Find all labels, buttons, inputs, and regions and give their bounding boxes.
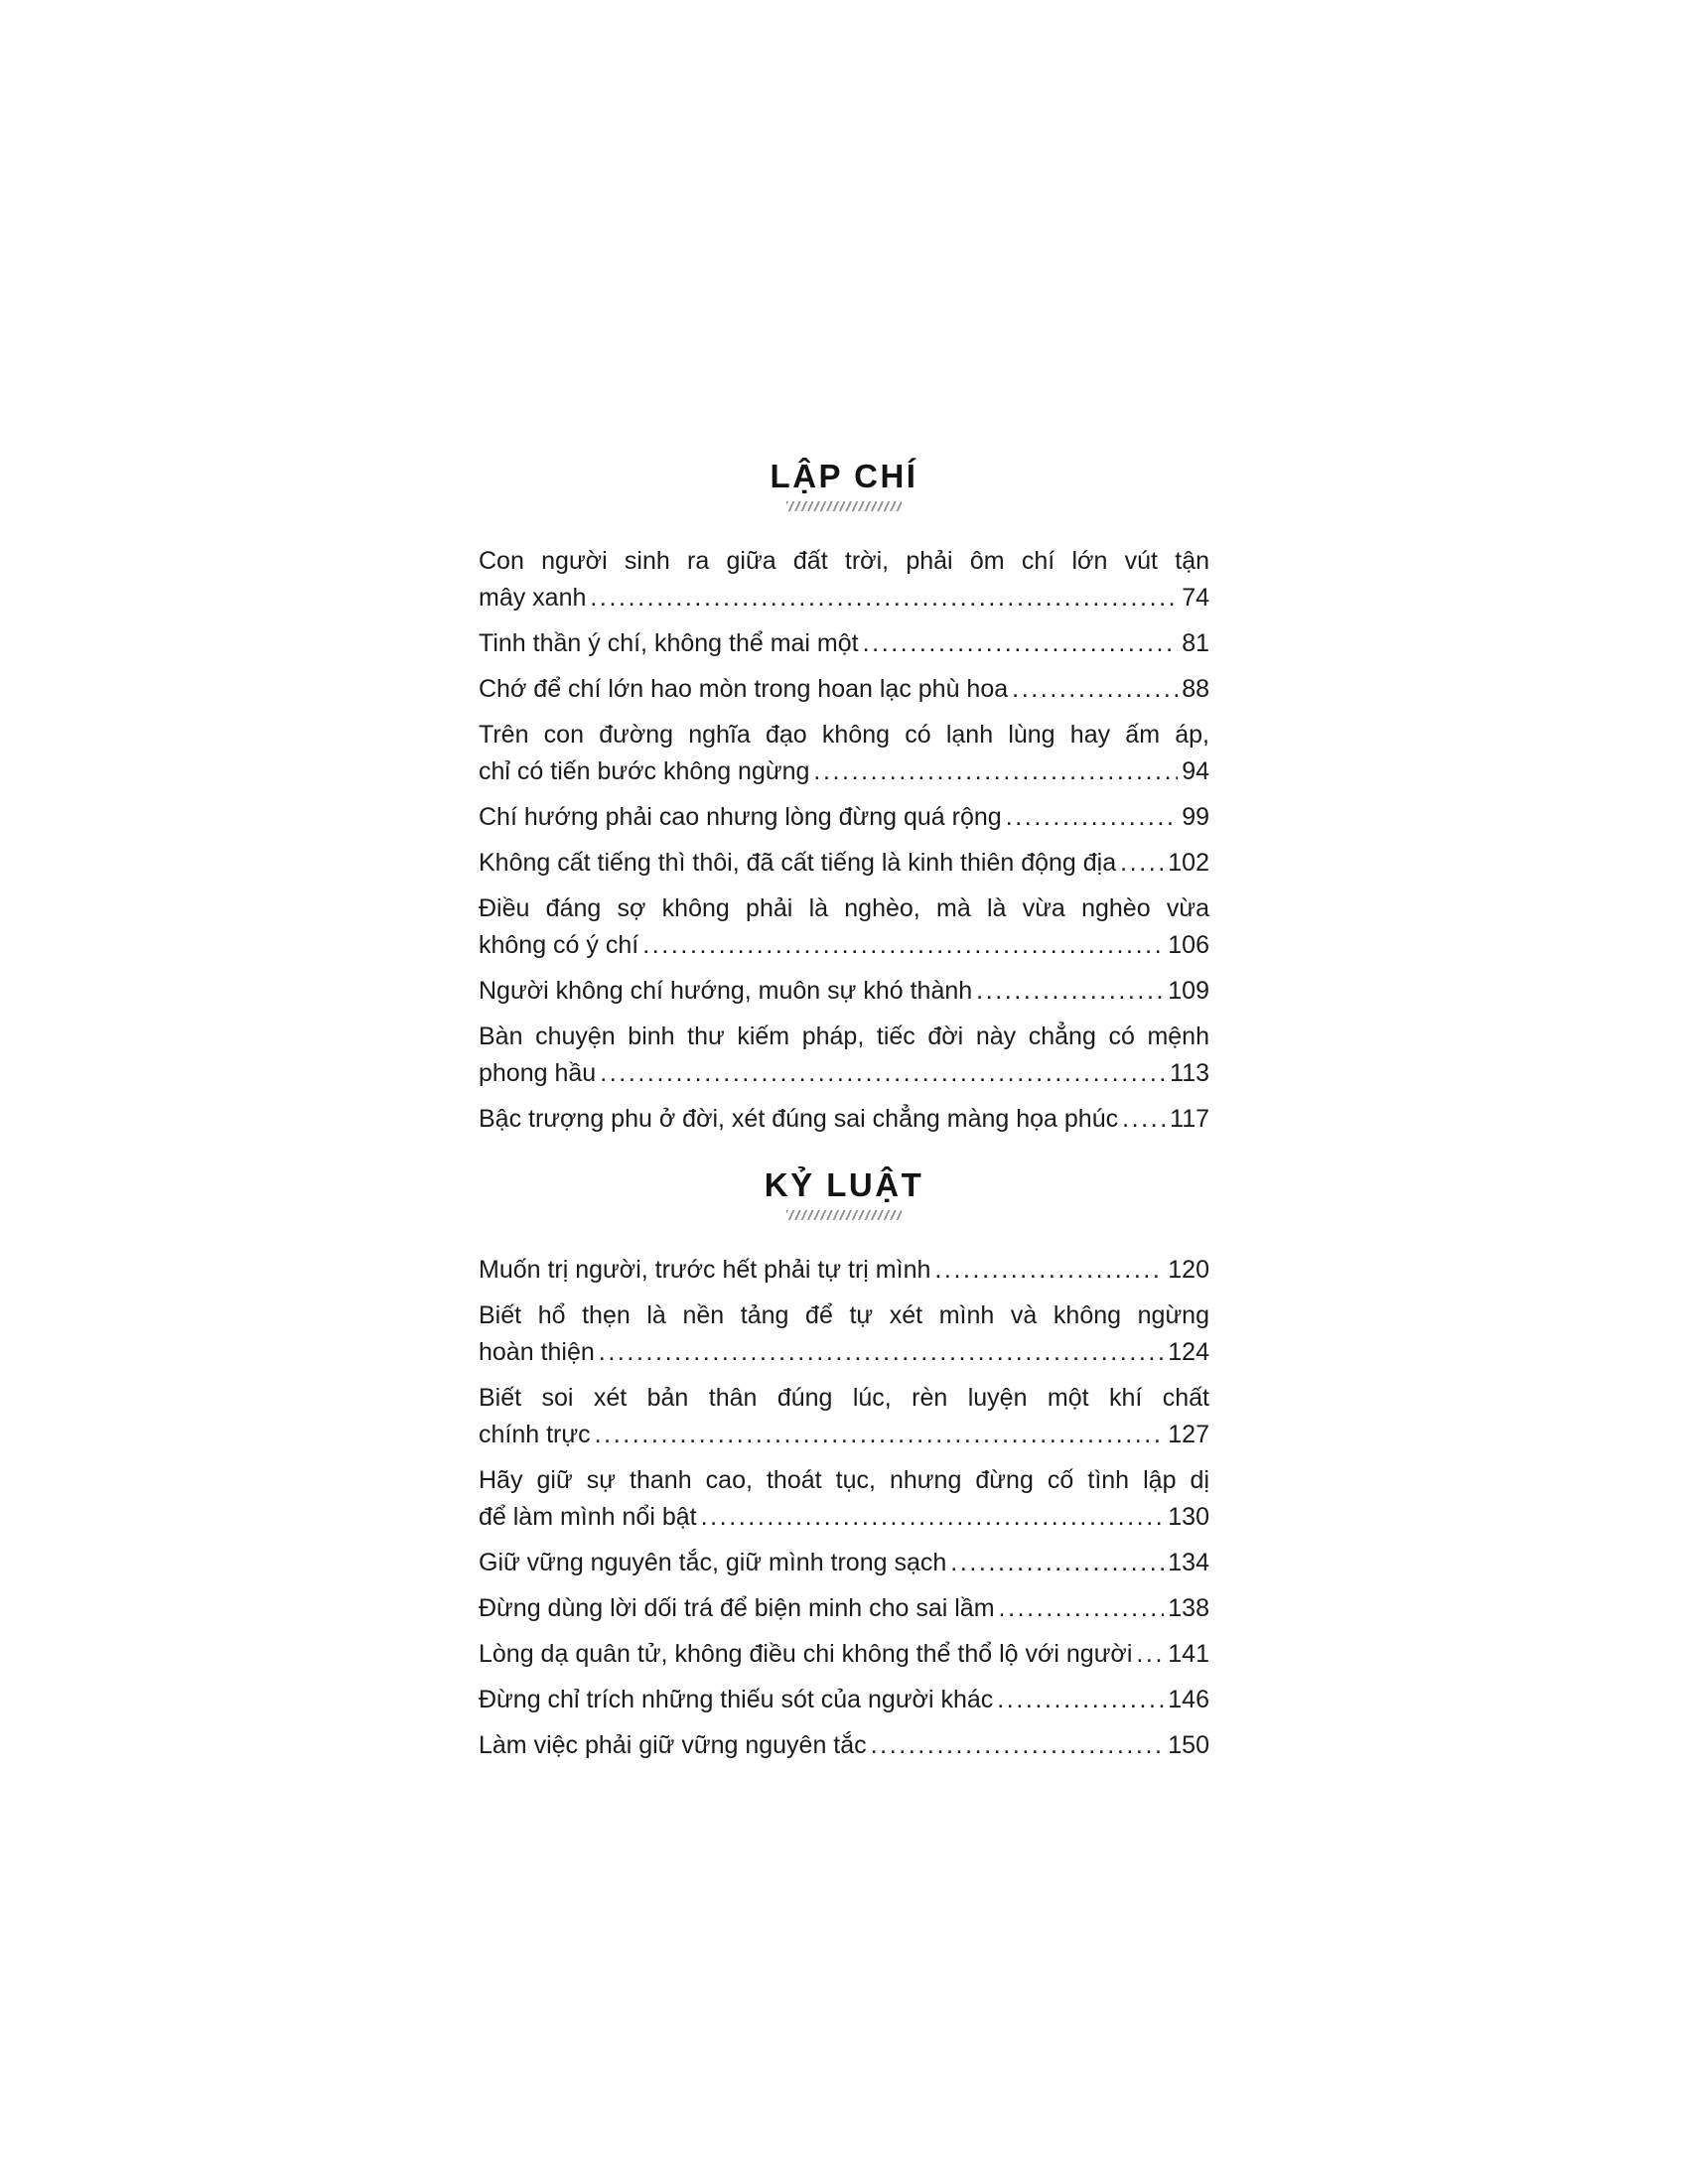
entry-page-number: 109 (1168, 977, 1209, 1005)
toc-entry (479, 717, 1209, 790)
toc-entry (479, 890, 1209, 964)
entry-title-line: Đừng chỉ trích những thiếu sót của người khác (479, 1686, 994, 1713)
entry-last-line (479, 1055, 1209, 1092)
dot-leader (813, 753, 1178, 790)
entry-page-number: 106 (1168, 931, 1209, 959)
entry-title-line: chỉ có tiến bước không ngừng (479, 757, 810, 785)
entry-title-line: Biết soi xét bản thân đúng lúc, rèn luyện một khí chất (479, 1384, 1209, 1412)
entry-page-number: 99 (1182, 803, 1209, 831)
dot-leader (600, 1055, 1166, 1092)
entry-last-line (479, 927, 1209, 964)
dot-leader (590, 580, 1178, 616)
dot-leader (1122, 1101, 1166, 1138)
entry-page-number: 146 (1168, 1686, 1209, 1713)
dot-leader (1120, 845, 1164, 882)
toc-entry (479, 625, 1209, 662)
entry-last-line (479, 671, 1209, 708)
entry-last-line (479, 1636, 1209, 1673)
dot-leader (595, 1417, 1165, 1453)
entry-page-number: 88 (1182, 675, 1209, 703)
dot-leader (1136, 1636, 1164, 1673)
dot-leader (999, 1590, 1165, 1627)
entry-page-number: 150 (1168, 1731, 1209, 1759)
heading-hatch-underline (786, 501, 902, 511)
entry-last-line (479, 1417, 1209, 1453)
toc-entry (479, 1590, 1209, 1627)
table-of-contents (479, 0, 1209, 1764)
toc-entry (479, 1380, 1209, 1453)
entry-title-line: để làm mình nổi bật (479, 1503, 697, 1531)
entry-last-line (479, 1590, 1209, 1627)
toc-entry (479, 1252, 1209, 1289)
entry-last-line (479, 973, 1209, 1010)
entry-title-line: Chớ để chí lớn hao mòn trong hoan lạc phù hoa (479, 675, 1009, 703)
toc-entry (479, 799, 1209, 836)
toc-section (479, 457, 1209, 1138)
entry-last-line (479, 625, 1209, 662)
entry-title-line: hoàn thiện (479, 1338, 595, 1366)
entry-page-number: 141 (1168, 1640, 1209, 1668)
entry-title-line: chính trực (479, 1421, 591, 1448)
toc-entry (479, 973, 1209, 1010)
entry-page-number: 127 (1168, 1421, 1209, 1448)
entry-page-number: 124 (1168, 1338, 1209, 1366)
dot-leader (871, 1727, 1165, 1764)
entry-last-line (479, 580, 1209, 616)
entry-page-number: 81 (1182, 629, 1209, 657)
entry-page-number: 120 (1168, 1256, 1209, 1284)
entry-title-line: Không cất tiếng thì thôi, đã cất tiếng là kinh thiên động địa (479, 849, 1117, 877)
toc-entry (479, 543, 1209, 616)
entry-title-line: Làm việc phải giữ vững nguyên tắc (479, 1731, 867, 1759)
toc-entry (479, 671, 1209, 708)
entry-page-number: 94 (1182, 757, 1209, 785)
dot-leader (950, 1545, 1164, 1581)
entry-title-line: Điều đáng sợ không phải là nghèo, mà là vừa nghèo vừa (479, 894, 1209, 922)
toc-entry (479, 845, 1209, 882)
entry-title-line: Lòng dạ quân tử, không điều chi không thể thổ lộ với người (479, 1640, 1133, 1668)
entry-title-line: Chí hướng phải cao nhưng lòng đừng quá rộng (479, 803, 1002, 831)
entry-title-line: Con người sinh ra giữa đất trời, phải ôm chí lớn vút tận (479, 547, 1209, 575)
dot-leader (976, 973, 1164, 1010)
toc-entry (479, 1727, 1209, 1764)
entry-title-line: Đừng dùng lời dối trá để biện minh cho sai lầm (479, 1594, 995, 1622)
entry-title-line: Trên con đường nghĩa đạo không có lạnh lùng hay ấm áp, (479, 721, 1209, 749)
entry-last-line (479, 1545, 1209, 1581)
entry-last-line (479, 753, 1209, 790)
dot-leader (642, 927, 1164, 964)
dot-leader (1012, 671, 1178, 708)
entry-page-number: 130 (1168, 1503, 1209, 1531)
entry-page-number: 74 (1182, 584, 1209, 612)
entry-title-line: Giữ vững nguyên tắc, giữ mình trong sạch (479, 1549, 947, 1576)
section-header (479, 1165, 1209, 1220)
dot-leader (997, 1682, 1164, 1718)
entry-title-line: Biết hổ thẹn là nền tảng để tự xét mình và không ngừng (479, 1301, 1209, 1329)
entry-title-line: không có ý chí (479, 931, 639, 959)
toc-entry (479, 1019, 1209, 1092)
dot-leader (934, 1252, 1164, 1289)
entry-last-line (479, 1334, 1209, 1371)
entry-title-line: Bàn chuyện binh thư kiếm pháp, tiếc đời này chẳng có mệnh (479, 1023, 1209, 1050)
entry-title-line: Tinh thần ý chí, không thể mai một (479, 629, 859, 657)
entry-last-line (479, 1101, 1209, 1138)
entry-page-number: 102 (1168, 849, 1209, 877)
section-header (479, 457, 1209, 511)
entry-title-line: Hãy giữ sự thanh cao, thoát tục, nhưng đừng cố tình lập dị (479, 1466, 1209, 1494)
entry-page-number: 138 (1168, 1594, 1209, 1622)
section-entries (479, 543, 1209, 1138)
toc-entry (479, 1462, 1209, 1536)
section-title: KỶ LUẬT (764, 1166, 924, 1203)
entry-title-line: mây xanh (479, 584, 587, 612)
entry-page-number: 113 (1170, 1059, 1209, 1087)
entry-last-line (479, 1682, 1209, 1718)
toc-entry (479, 1101, 1209, 1138)
entry-page-number: 134 (1168, 1549, 1209, 1576)
dot-leader (599, 1334, 1165, 1371)
toc-entry (479, 1682, 1209, 1718)
entry-last-line (479, 799, 1209, 836)
dot-leader (863, 625, 1179, 662)
toc-entry (479, 1636, 1209, 1673)
toc-section (479, 1165, 1209, 1764)
entry-title-line: Bậc trượng phu ở đời, xét đúng sai chẳng màng họa phúc (479, 1105, 1119, 1133)
entry-title-line: phong hầu (479, 1059, 597, 1087)
entry-title-line: Người không chí hướng, muôn sự khó thành (479, 977, 973, 1005)
section-title: LẬP CHÍ (770, 458, 918, 494)
entry-last-line (479, 1252, 1209, 1289)
entry-last-line (479, 845, 1209, 882)
entry-page-number: 117 (1170, 1105, 1209, 1133)
section-entries (479, 1252, 1209, 1764)
entry-last-line (479, 1499, 1209, 1536)
toc-entry (479, 1297, 1209, 1371)
dot-leader (701, 1499, 1165, 1536)
heading-hatch-underline (786, 1210, 902, 1220)
dot-leader (1006, 799, 1178, 836)
entry-title-line: Muốn trị người, trước hết phải tự trị mình (479, 1256, 931, 1284)
entry-last-line (479, 1727, 1209, 1764)
toc-entry (479, 1545, 1209, 1581)
